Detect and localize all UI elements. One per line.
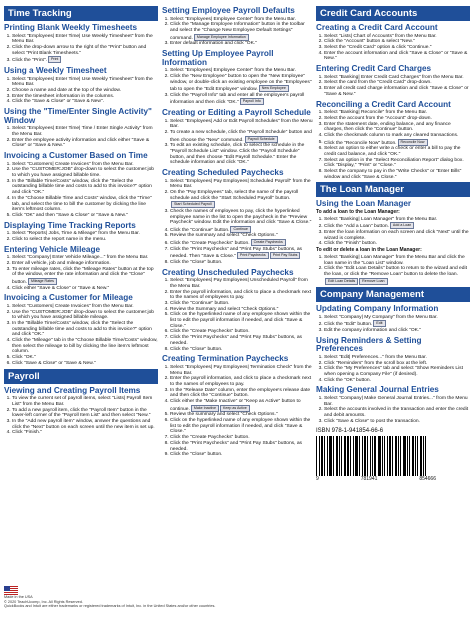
- list-item: 4. Click the "Save & Close" or "Save & New".: [12, 99, 158, 105]
- list-item: 1. Select "Employees| Employee Center" from the Menu Bar.: [170, 17, 314, 23]
- heading-time-reports: Displaying Time Tracking Reports: [4, 220, 136, 230]
- list-item: 1. Select "Employees| Add or Edit Payroll Schedules" from the Menu Bar.: [170, 119, 314, 130]
- list-item: 4. Click the "Finish" button.: [324, 241, 470, 247]
- list-payroll-items: [4, 396, 158, 436]
- list-mileage-steps: [4, 255, 158, 291]
- heading-invoicing-time: Invoicing a Customer Based on Time: [4, 151, 148, 161]
- list-item: 3. Click the "Continue" button.: [170, 301, 314, 307]
- barcode-bar: [407, 436, 408, 476]
- list-item: 1. Select "Employees| Pay Employees| Scheduled Payroll" from the Menu Bar.: [170, 179, 314, 190]
- list-item: 1. Select "Banking| Reconcile" from the Menu Bar.: [324, 110, 470, 116]
- barcode-bar: [415, 436, 416, 476]
- list-item: 2. Select the account from the "Account" drop-down.: [324, 116, 470, 122]
- list-item: 2. Click to select the report name in the menu.: [12, 237, 158, 243]
- print-button: Print: [48, 56, 61, 63]
- list-item: 6. Click the "Create Paychecks" button.: [170, 329, 314, 335]
- list-item: 7. Click the "Create Paychecks" button.: [170, 435, 314, 441]
- list-item: 2. Click the "Add a Loan" button. Add a Loan: [324, 222, 470, 230]
- list-item: 3. Edit the company information and click "OK.": [324, 328, 470, 334]
- heading-journal-entries: Making General Journal Entries: [316, 385, 439, 395]
- list-item: 1. Select "Customers| Create Invoices" from the Menu Bar.: [12, 304, 158, 310]
- barcode-number: 9: [316, 476, 319, 483]
- heading-loan-manager: Using the Loan Manager: [316, 199, 412, 209]
- list-item: 2. Enter the payroll information, and click to place a checkmark next to the names of employees to pay.: [170, 376, 314, 387]
- heading-scheduled-paychecks: Creating Scheduled Paychecks: [162, 167, 284, 177]
- list-item: 1. Select "Employees| Pay Employees| Unscheduled Payroll" from the Menu Bar.: [170, 278, 314, 289]
- section-header-time-tracking: Time Tracking: [4, 6, 158, 21]
- keep-active-button: Keep as Active: [220, 405, 250, 412]
- list-item: 1. To view the current set of payroll items, select "Lists| Payroll Item List" from the Menu Bar.: [12, 396, 158, 407]
- list-item: 3. Enter the loan information on each screen and click "Next" until the wizard is complete.: [324, 230, 470, 241]
- list-item: 3. Click the "Payroll Info" tab and enter all the employee's payroll information and then click "OK." Payroll Info: [170, 93, 314, 106]
- reconcile-now-button: Reconcile Now: [398, 139, 428, 146]
- barcode-bar: [374, 436, 376, 476]
- barcode-bar: [341, 436, 342, 476]
- barcode-bar: [344, 436, 346, 476]
- list-item: 1. Select "Edit| Preferences..." from the Menu Bar.: [324, 355, 470, 361]
- barcode-bar: [350, 436, 351, 476]
- barcode-bar: [400, 436, 401, 476]
- print-paychecks-button: Print Paychecks: [237, 252, 269, 259]
- heading-unscheduled-paychecks: Creating Unscheduled Paychecks: [162, 267, 294, 277]
- loan-edit-note: To edit or delete a loan in the Loan Manager:: [316, 247, 422, 254]
- heading-payroll-items: Viewing and Creating Payroll Items: [4, 385, 141, 395]
- heading-reminders: Using Reminders & Setting Preferences: [316, 335, 422, 354]
- list-item: 4. Enter the account information and click "Save & Close" or "Save & New.": [324, 51, 470, 62]
- list-item: 4. In the "Choose Billable Time and Costs" window, click the "Time" tab, and select the time to bill the customer by clicking the line item's leftmost column.: [12, 196, 158, 213]
- list-single-steps: [4, 126, 158, 149]
- list-item: 2. Select the accounts involved in the transaction and enter the credit and debit amounts.: [324, 407, 470, 418]
- list-item: 1. Select "Employees| Enter Time| Use Weekly Timesheet" from the Menu Bar.: [12, 77, 158, 88]
- heading-printing-blank-timesheets: Printing Blank Weekly Timesheets: [4, 23, 138, 32]
- barcode-bar: [372, 436, 373, 476]
- barcode-bar: [384, 436, 385, 476]
- list-item: 3. In the "Billable Time/Costs" window, click the "Select the outstanding billable time and costs to add to this invoice?" option and click "OK.": [12, 179, 158, 196]
- list-item: 6. Click the "Create Paychecks" button. Create Paychecks: [170, 239, 314, 247]
- list-item: 3. Enter the statement date, ending balance, and any finance charges, then click the "Continue" button.: [324, 122, 470, 133]
- list-item: 1. Select "Banking| Loan Manager" from the Menu Bar.: [324, 217, 470, 223]
- list-item: 2. Click the "Account" button & select "New.": [324, 39, 470, 45]
- list-item: 2. Click the "Manage Employee Information" button in the toolbar and select the "Change New Employee Default Settings" command. Manage Employee Information: [170, 22, 314, 41]
- list-scheduled-steps: [162, 179, 314, 266]
- footer: [4, 586, 304, 609]
- barcode-bar: [417, 436, 418, 476]
- list-item: 8. Click the "Close" button.: [170, 347, 314, 353]
- list-item: 4. Click the checkmark column to mark any cleared transactions.: [324, 133, 470, 139]
- list-invoicing-steps: [4, 162, 158, 219]
- isbn-label: ISBN 978-1-941854-66-6: [316, 428, 384, 435]
- barcode-bar: [367, 436, 368, 476]
- barcode-bar: [403, 436, 406, 476]
- list-item: 5. Click on the hyperlinked name of any employee shown within the list to edit the payroll information if needed, and click "Save & Close.": [170, 312, 314, 329]
- list-item: 3. Click "Save & Close" to post the transaction.: [324, 419, 470, 425]
- barcode-number: 854666: [419, 476, 436, 483]
- heading-vehicle-mileage: Entering Vehicle Mileage: [4, 244, 101, 254]
- new-employee-button: New Employee: [259, 85, 289, 92]
- footer-line: QuickBooks and Intuit are either trademarks or registered trademarks of Intuit, Inc. in the United States and/or other countries.: [4, 604, 216, 609]
- make-inactive-button: Make Inactive: [191, 405, 219, 412]
- list-item: 2. Click the "Edit Loan Details" button to return to the wizard and edit the loan, or click the "Remove Loan" button to delete the loan.Edit Loan Details Remove Loan: [324, 266, 470, 285]
- list-item: 2. Click the "New Employee" button to open the "New Employee" window, or double-click an existing employee on the "Employees" tab to open the "Edit Employee" window. New Employee: [170, 74, 314, 93]
- continue-button: Continue: [230, 226, 250, 233]
- list-item: 2. Click the "Edit" button. Edit: [324, 320, 470, 328]
- add-loan-button: Add a Loan: [390, 222, 414, 229]
- list-reminders: [316, 355, 470, 384]
- list-item: 1. Select "Banking| Enter Credit Card Charges" from the Menu Bar.: [324, 75, 470, 81]
- barcode-bar: [378, 436, 381, 476]
- list-item: 2. On the "Pay Employees" tab, select the name of the payroll schedule and click the "Start Scheduled Payroll" button.Start Scheduled Payroll: [170, 190, 314, 209]
- barcode-bar: [347, 436, 349, 476]
- list-termination-steps: [162, 365, 314, 458]
- list-item: 4. Click the "OK" button.: [324, 378, 470, 384]
- heading-termination-paychecks: Creating Termination Paychecks: [162, 354, 289, 364]
- list-item: 8. Click the "Close" button.: [170, 260, 314, 266]
- barcode-bar: [425, 436, 426, 476]
- list-item: 2. Enter the payroll information, and click to place a checkmark next to the names of employees to pay.: [170, 290, 314, 301]
- list-item: 3. Click the "My Preferences" tab and select "Show Reminders List when opening a Company File" (if desired).: [324, 366, 470, 377]
- list-item: 6. Click on the hyperlinked name of any employee shown within the list to edit the payroll information if needed, and click "Save & Close.": [170, 418, 314, 435]
- barcode-bar: [420, 436, 422, 476]
- list-defaults-steps: [162, 17, 314, 47]
- payroll-schedule-button: Payroll Schedule: [245, 136, 278, 143]
- heading-cc-charges: Entering Credit Card Charges: [316, 64, 432, 74]
- list-item: 3. Enter the timesheet information in the columns.: [12, 94, 158, 100]
- list-item: 2. Click "Reminders" from the scroll box at the left.: [324, 361, 470, 367]
- barcode-bar: [387, 436, 388, 476]
- manage-employee-info-button: Manage Employee Information: [194, 34, 249, 41]
- list-item: 3. Enter default information and click "OK.": [170, 41, 314, 47]
- list-item: 5. Click "OK" and then "Save & Close" or "Save & New.": [12, 213, 158, 219]
- list-item: 1. Select "Customers| Create Invoices" from the Menu Bar.: [12, 162, 158, 168]
- list-item: 3. Check the names of employees to pay, click the hyperlinked employee name in the list to open the paycheck in the "Preview Paycheck" window. Edit the information and click "Save & Close.": [170, 209, 314, 226]
- list-reports-steps: [4, 231, 158, 242]
- list-item: 4. Click "Finish.": [12, 430, 158, 436]
- barcode-bar: [339, 436, 340, 476]
- barcode-bar: [409, 436, 410, 476]
- list-loan-edit: [316, 255, 470, 285]
- list-invoice-mileage-steps: [4, 304, 158, 367]
- footer-line: © 2020 TeachUcomp, Inc. All Rights Reserved.: [4, 599, 83, 604]
- barcode-bar: [333, 436, 334, 476]
- section-header-company-management: Company Management: [316, 287, 470, 302]
- section-header-credit-card: Credit Card Accounts: [316, 6, 470, 21]
- barcode-bar: [329, 436, 332, 476]
- remove-loan-button: Remove Loan: [359, 278, 387, 285]
- mileage-rates-button: Mileage Rates: [28, 278, 57, 285]
- list-item: 2. To add a new payroll item, click the "Payroll Item" button in the lower-left corner of the "Payroll Item List" and then select "New.": [12, 408, 158, 419]
- list-item: 4. Click either "Save & Close" or "Save & New.": [12, 286, 158, 292]
- heading-company-info: Updating Company Information: [316, 304, 439, 314]
- list-item: 7. Select an option in the "Select Reconciliation Report" dialog box. Click "Display," "Print" or "Close.": [324, 158, 470, 169]
- barcode-numbers: [316, 476, 436, 482]
- barcode-bar: [392, 436, 393, 476]
- barcode-bar: [382, 436, 383, 476]
- edit-loan-details-button: Edit Loan Details: [325, 278, 358, 285]
- list-item: 1. Select "Banking| Loan Manager" from the Menu Bar and click the loan name in the "Loan List" window.: [324, 255, 470, 266]
- list-item: 3. In the "Billable Time/Costs" window, click the "Select the outstanding billable time and costs to add to this invoice?" option and click "OK.": [12, 321, 158, 338]
- list-cc-create: [316, 34, 470, 63]
- barcode-bar: [336, 436, 338, 476]
- edit-button: Edit: [373, 320, 385, 327]
- list-item: 2. Enter the employee activity information and click either "Save & Close" or "Save & New.": [12, 138, 158, 149]
- heading-cc-create: Creating a Credit Card Account: [316, 23, 438, 32]
- list-item: 2. Select the card from the "Credit Card" drop-down.: [324, 80, 470, 86]
- create-paychecks-button: Create Paychecks: [251, 239, 286, 246]
- list-item: 5. Review the summary and select "Check Options.": [170, 233, 314, 239]
- barcode: [316, 436, 470, 476]
- list-item: 3. Enter all credit card charge information and click "Save & Close" or "Save & New.": [324, 86, 470, 97]
- barcode-bar: [423, 436, 424, 476]
- column-1: [4, 4, 158, 436]
- column-3: [316, 4, 470, 482]
- list-item: 3. Select the "Credit Card" option & click "Continue.": [324, 45, 470, 51]
- list-item: 1. Select "Company| Make General Journal Entries..." from the Menu Bar.: [324, 396, 470, 407]
- barcode-bar: [321, 436, 323, 476]
- list-item: 3. To enter mileage rates, click the "Mileage Rates" button at the top of the window, enter the rate information and click the "Close" button. Mileage Rates: [12, 267, 158, 286]
- barcode-number: 781941: [360, 476, 378, 483]
- list-item: 9. Click the "Close" button.: [170, 452, 314, 458]
- list-printing-steps: [4, 34, 158, 64]
- barcode-bar: [412, 436, 414, 476]
- barcode-bar: [319, 436, 320, 476]
- column-2: [162, 4, 314, 458]
- list-item: 5. Click the "Reconcile Now" button. Reconcile Now: [324, 139, 470, 147]
- list-item: 1. Select "Company| My Company" from the Menu Bar.: [324, 315, 470, 321]
- barcode-bar: [359, 436, 360, 476]
- list-item: 8. Click the "Print Paychecks" and "Print Pay Stubs" buttons, as needed.: [170, 441, 314, 452]
- heading-single-activity: Using the "Time/Enter Single Activity" Window: [4, 107, 152, 125]
- barcode-bar: [370, 436, 371, 476]
- list-item: 1. Select "Employees| Employee Center" from the Menu Bar.: [170, 68, 314, 74]
- list-company-info: [316, 315, 470, 334]
- list-item: 7. Click the "Print Paychecks" and "Print Pay Stubs" buttons, as needed.: [170, 335, 314, 346]
- start-scheduled-payroll-button: Start Scheduled Payroll: [171, 201, 215, 208]
- barcode-bar: [353, 436, 354, 476]
- list-item: 3. In the "Release Date" column, enter the employee's release date and then click the "Continue" button.: [170, 388, 314, 399]
- list-item: 3. In the "Add new payroll item" window, answer the questions and click the "Next" button on each screen until the new item is set up.: [12, 419, 158, 430]
- list-setup-steps: [162, 68, 314, 106]
- list-item: 1. Select "Reports| Jobs, Time & Mileage" from the Menu Bar.: [12, 231, 158, 237]
- list-item: 7. Click the "Print Paychecks" and "Print Pay Stubs" buttons, as needed. Then "Save & Close." Print Paychecks Print Pay Stubs: [170, 247, 314, 260]
- list-item: 2. Enter all vehicle, job and mileage information.: [12, 261, 158, 267]
- list-item: 8. Select the company to pay in the "Write Checks" or "Enter Bills" window and click "Save & Close.": [324, 169, 470, 180]
- list-item: 3. Click the "Print". Print: [12, 56, 158, 64]
- list-item: 3. To edit an existing schedule, click to select the schedule in the "Payroll Schedule List" window. Click the "Payroll Schedule" button, and then choose "Edit Payroll Schedule." Enter the schedule information and click "OK.": [170, 143, 314, 166]
- barcode-bar: [327, 436, 328, 476]
- barcode-bar: [324, 436, 325, 476]
- list-item: 2. Click the drop-down arrow to the right of the "Print" button and select "Print Blank Timesheets.": [12, 45, 158, 56]
- barcode-bar: [364, 436, 366, 476]
- payroll-info-tab: Payroll Info: [240, 98, 264, 105]
- loan-add-note: To add a loan to the Loan Manager:: [316, 208, 400, 215]
- list-item: 6. Click "Save & Close" or "Save & New.": [12, 361, 158, 367]
- heading-invoice-mileage: Invoicing a Customer for Mileage: [4, 293, 133, 303]
- list-item: 1. Select "Employees| Enter Time| Use Weekly Timesheet" from the Menu Bar.: [12, 34, 158, 45]
- list-schedule-steps: [162, 119, 314, 166]
- heading-weekly-timesheet: Using a Weekly Timesheet: [4, 65, 107, 75]
- list-cc-reconcile: [316, 110, 470, 180]
- list-item: 5. Click "OK.": [12, 355, 158, 361]
- list-item: 6. Select an option to either write a check or enter a bill to pay the credit card balance, and click "OK.": [324, 146, 470, 157]
- barcode-bar: [395, 436, 397, 476]
- heading-payroll-defaults: Setting Employee Payroll Defaults: [162, 6, 295, 15]
- list-item: 2. Use the "CUSTOMER:JOB" drop-down to select the customer:job to which you have assigned billable time.: [12, 167, 158, 178]
- list-item: 4. Click either the "Make Inactive" or "Keep as Active" button to continue. Make Inactive Keep as Active: [170, 399, 314, 412]
- barcode-bar: [316, 436, 317, 476]
- print-pay-stubs-button: Print Pay Stubs: [270, 252, 301, 259]
- list-cc-charges: [316, 75, 470, 98]
- barcode-bar: [398, 436, 399, 476]
- list-item: 4. Click the "Continue" button. Continue: [170, 226, 314, 234]
- list-item: 1. Select "Company| Enter Vehicle Mileage..." from the Menu Bar.: [12, 255, 158, 261]
- list-item: 5. Review the summary and select "Check Options.": [170, 412, 314, 418]
- footer-line: Made in the USA: [4, 595, 33, 599]
- list-journal: [316, 396, 470, 425]
- heading-payroll-setup: Setting Up Employee Payroll Information: [162, 48, 274, 67]
- list-item: 2. To create a new schedule, click the "Payroll Schedule" button and then choose the "New" command. Payroll Schedule: [170, 130, 314, 143]
- list-item: 2. Choose a name and date at the top of the window.: [12, 88, 158, 94]
- section-header-loan-manager: The Loan Manager: [316, 182, 470, 197]
- list-item: 4. Click the "Mileage" tab in the "Choose Billable Time/Costs" window, then select the mileage to bill by clicking the line item's leftmost column.: [12, 338, 158, 355]
- list-item: 1. Select "Lists| Chart of Accounts" from the Menu Bar.: [324, 34, 470, 40]
- list-item: 4. Review the Summary and select "Check Options.": [170, 307, 314, 313]
- list-item: 1. Select "Employees| Enter Time| Time / Enter Single Activity" from the Menu Bar.: [12, 126, 158, 137]
- barcode-bar: [355, 436, 358, 476]
- heading-cc-reconcile: Reconciling a Credit Card Account: [316, 99, 451, 109]
- section-header-payroll: Payroll: [4, 369, 158, 384]
- list-loan-add: [316, 217, 470, 247]
- list-weekly-steps: [4, 77, 158, 106]
- list-item: 2. Use the "CUSTOMER:JOB" drop-down to select the customer:job to which you have assigned billable mileage.: [12, 310, 158, 321]
- barcode-bar: [362, 436, 363, 476]
- barcode-bar: [389, 436, 391, 476]
- list-item: 1. Select "Employees| Pay Employees| Termination Check" from the Menu Bar.: [170, 365, 314, 376]
- heading-payroll-schedule: Creating or Editing a Payroll Schedule: [162, 107, 311, 117]
- list-unscheduled-steps: [162, 278, 314, 352]
- usa-flag-icon: [4, 586, 18, 595]
